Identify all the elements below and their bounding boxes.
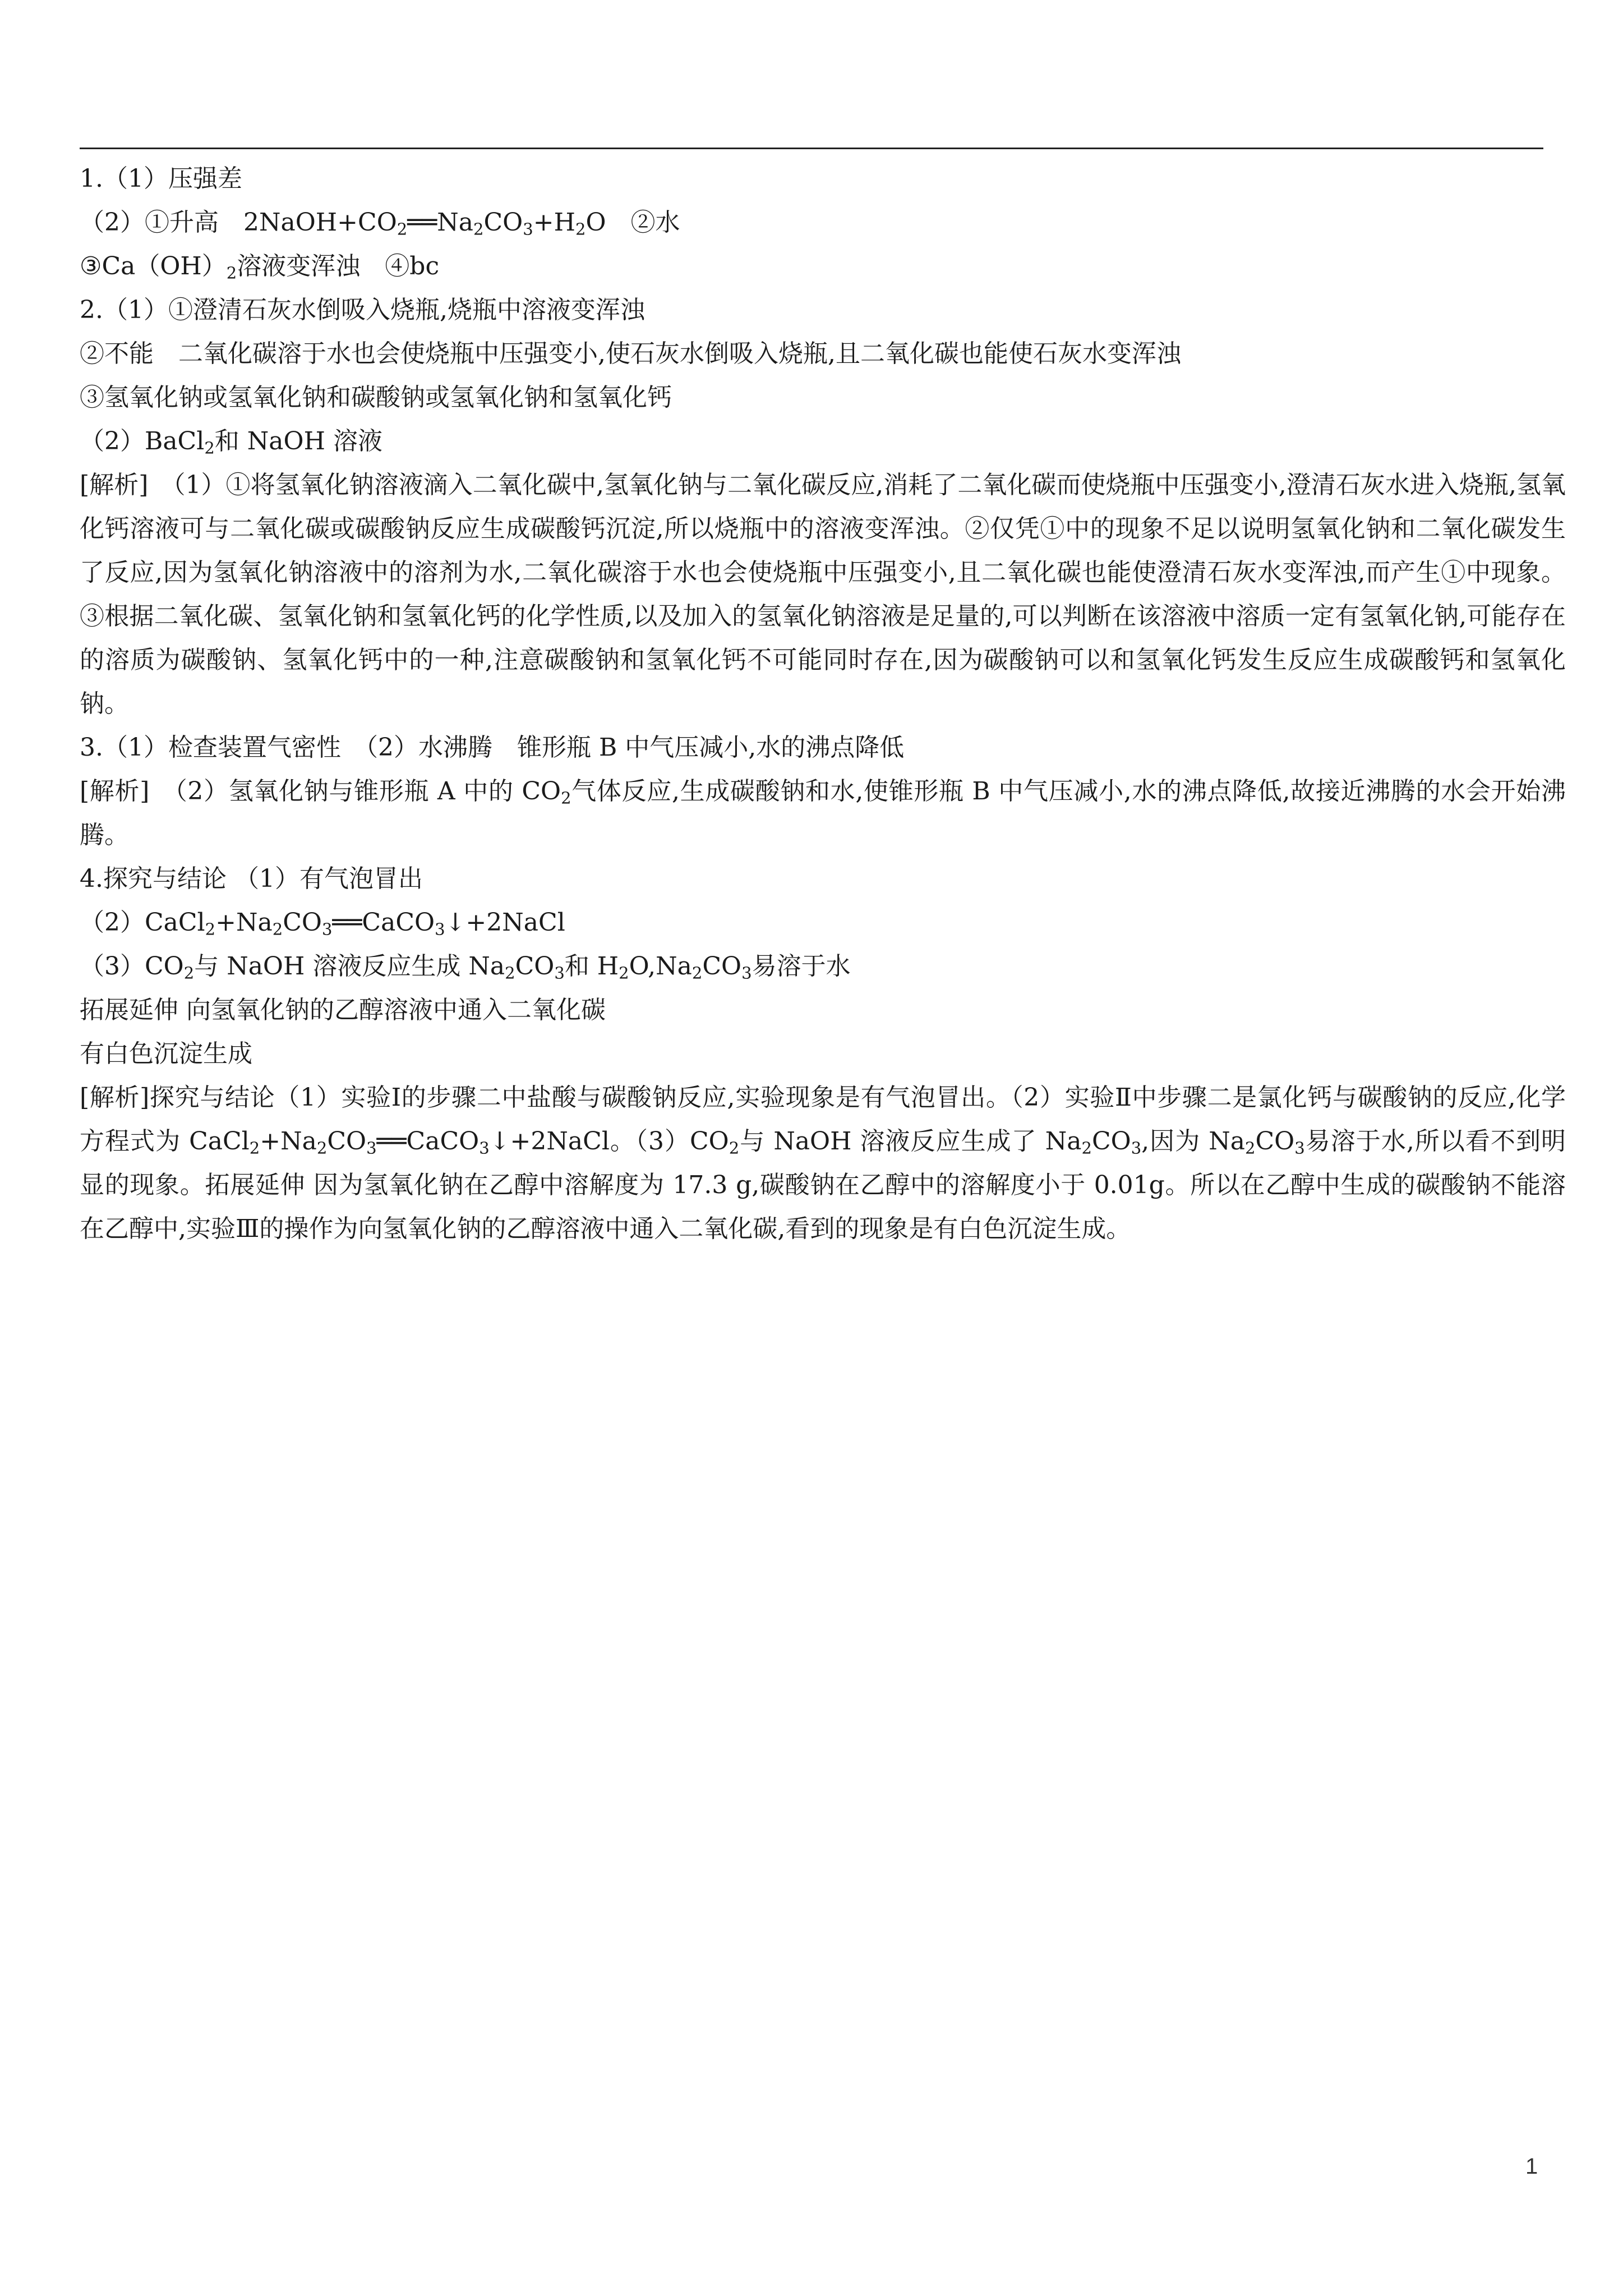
q1-line-2: （2）①升高 $2NaOH+CO_2══Na_2CO_3+H_2O$ ②水 — [80, 208, 680, 239]
q1-line-1: 1.（1）压强差 — [80, 164, 242, 193]
q2-line-1: 2.（1）①澄清石灰水倒吸入烧瓶,烧瓶中溶液变浑浊 — [80, 296, 645, 324]
q2-line-3: ③氢氧化钠或氢氧化钠和碳酸钠或氢氧化钠和氢氧化钙 — [80, 383, 672, 412]
q2-line-4: （2）BaCl$_2$和 NaOH 溶液 — [80, 427, 382, 458]
q3-line-1: 3.（1）检查装置气密性 （2）水沸腾 锥形瓶 B 中气压减小,水的沸点降低 — [80, 733, 905, 762]
q3-analysis: [解析] （2）氢氧化钠与锥形瓶 A 中的 $CO_2$气体反应,生成碳酸钠和水,使锥形瓶 B 中气压减小,水的沸点降低,故接近沸腾的水会开始沸腾。 — [80, 777, 1566, 849]
q4-line-1: 4.探究与结论 （1）有气泡冒出 — [80, 864, 423, 893]
header-rule — [80, 148, 1543, 149]
q2-analysis: [解析] （1）①将氢氧化钠溶液滴入二氧化碳中,氢氧化钠与二氧化碳反应,消耗了二氧化碳而使烧瓶中压强变小,澄清石灰水进入烧瓶,氢氧化钙溶液可与二氧化碳或碳酸钠反应生成碳酸钙沉淀,所以烧瓶中的溶液变浑浊。②仅凭①中的现象不足以说明氢氧化钠和二氧化碳发生了反应,因为氢氧化钠溶液中的溶剂为水,二氧化碳溶于水也会使烧瓶中压强变小,且二氧化碳也能使澄清石灰水变浑浊,而产生①中现象。③根据二氧化碳、氢氧化钠和氢氧化钙的化学性质,以及加入的氢氧化钠溶液是足量的,可以判断在该溶液中溶质一定有氢氧化钠,可能存在的溶质为碳酸钠、氢氧化钙中的一种,注意碳酸钠和氢氧化钙不可能同时存在,因为碳酸钠可以和氢氧化钙发生反应生成碳酸钙和氢氧化钠。 — [80, 471, 1566, 718]
q4-line-3: $(3)CO_2$与 NaOH 溶液反应生成 $Na_2CO_3$和 $H_2O,Na_2CO_3$易溶于水 — [80, 952, 851, 983]
q4-line-2: $(2)CaCl_2+Na_2CO_3══CaCO_3↓+2NaCl$ — [80, 908, 565, 939]
page-number: 1 — [1525, 2154, 1538, 2179]
q4-analysis: [解析]探究与结论（1）实验Ⅰ的步骤二中盐酸与碳酸钠反应,实验现象是有气泡冒出。（2）实验Ⅱ中步骤二是氯化钙与碳酸钠的反应,化学方程式为 $CaCl_2+Na_2CO_3══CaCO_3↓+2NaCl$。$(3)CO_2$与 NaOH 溶液反应生成了 $Na_2CO_3$,因为 $Na_2CO_3$易溶于水,所以看不到明显的现象。拓展延伸 因为氢氧化钠在乙醇中溶解度为 17.3 g,碳酸钠在乙醇中的溶解度小于 0.01g。所以在乙醇中生成的碳酸钠不能溶在乙醇中,实验Ⅲ的操作为向氢氧化钠的乙醇溶液中通入二氧化碳,看到的现象是有白色沉淀生成。 — [80, 1083, 1566, 1243]
q1-line-3: $③Ca(OH)_2$溶液变浑浊 ④bc — [80, 252, 440, 283]
q2-line-2: ②不能 二氧化碳溶于水也会使烧瓶中压强变小,使石灰水倒吸入烧瓶,且二氧化碳也能使石灰水变浑浊 — [80, 339, 1181, 368]
answer-content — [80, 157, 1566, 1251]
q4-line-4: 拓展延伸 向氢氧化钠的乙醇溶液中通入二氧化碳 — [80, 996, 606, 1024]
q4-line-5: 有白色沉淀生成 — [80, 1039, 252, 1068]
